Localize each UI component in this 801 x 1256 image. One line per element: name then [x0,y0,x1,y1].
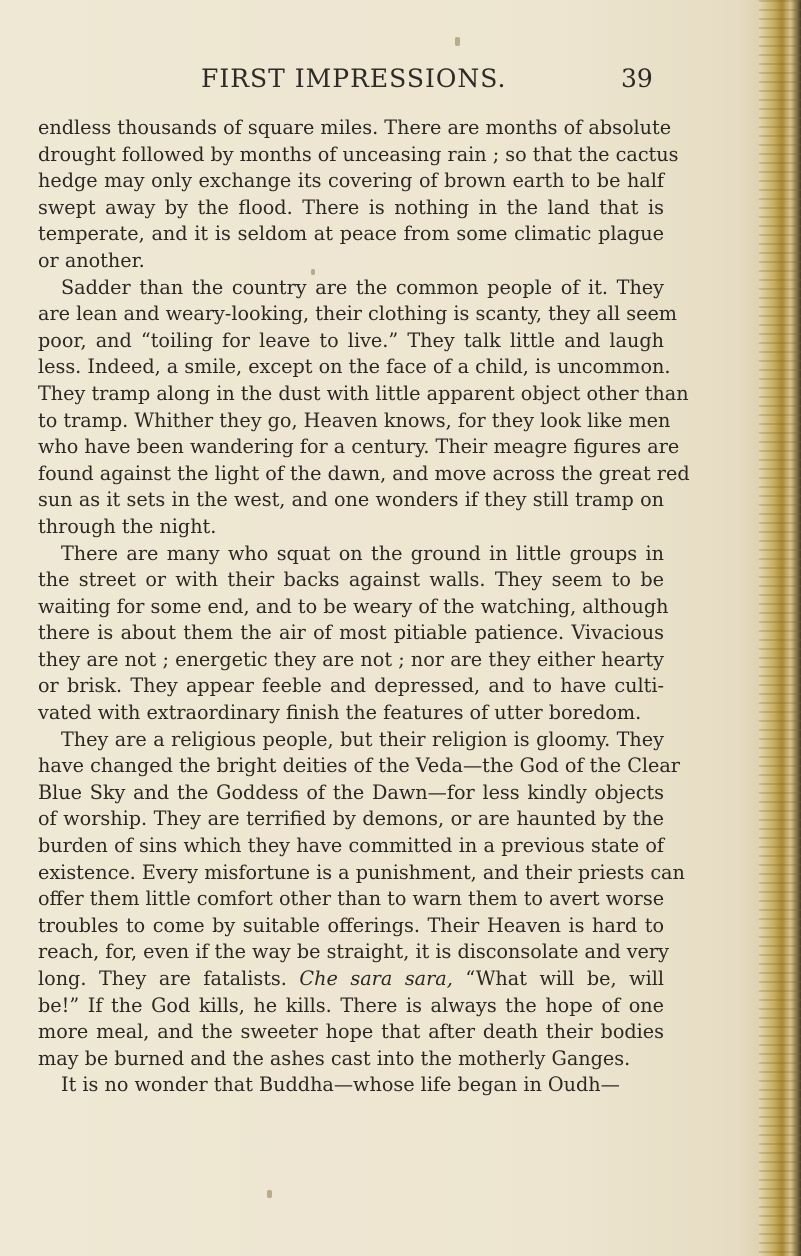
text-line: Blue Sky and the Goddess of the Dawn—for less kindly objects [38,780,664,804]
text-line: through the night. [38,514,217,538]
running-header [0,64,760,98]
text-line: be!” If the God kills, he kills. There is always the hope of one [38,993,664,1017]
text-line: long. They are fatalists. Che sara sara, “What will be, will [38,967,664,990]
text-line: troubles to come by suitable offerings. Their Heaven is hard to [38,913,664,937]
text-line: hedge may only exchange its covering of brown earth to be half [38,169,664,193]
text-line: or another. [38,248,145,272]
text-line: may be burned and the ashes cast into the motherly Ganges. [38,1046,631,1070]
text-line: poor, and “toiling for leave to live.” They talk little and laugh [38,328,664,352]
text-line: or brisk. They appear feeble and depressed, and to have culti- [38,674,664,698]
text-line: found against the light of the dawn, and move across the great red [38,461,690,485]
text-line: the street or with their backs against walls. They seem to be [38,568,664,592]
text-line: temperate, and it is seldom at peace from some climatic plague [38,222,664,246]
italic-phrase: Che sara sara, [299,967,453,990]
text-line: of worship. They are terrified by demons, or are haunted by the [38,807,664,831]
text-line: sun as it sets in the west, and one wonders if they still tramp on [38,488,664,512]
text-line: offer them little comfort other than to warn them to avert worse [38,887,665,911]
text-line: They tramp along in the dust with little apparent object other than [38,381,689,405]
text-line: who have been wandering for a century. Their meagre figures are [38,435,680,459]
running-title: FIRST IMPRESSIONS. [201,64,507,93]
book-spine-edge [759,0,801,1256]
text-line: have changed the bright deities of the Veda—the God of the Clear [38,754,680,778]
text-line: endless thousands of square miles. There are months of absolute [38,116,672,139]
paper-speck [455,37,460,46]
text-line: swept away by the flood. There is nothing in the land that is [38,195,664,219]
text-line: less. Indeed, a smile, except on the face of a child, is uncommon. [38,355,671,379]
text-line: to tramp. Whither they go, Heaven knows, for they look like men [38,408,671,432]
text-line: There are many who squat on the ground in little groups in [61,541,664,565]
text-line: they are not ; energetic they are not ; nor are they either hearty [38,647,664,671]
text-line: reach, for, even if the way be straight, it is disconsolate and very [38,940,669,964]
text-line: They are a religious people, but their religion is gloomy. They [61,727,664,751]
text-line: waiting for some end, and to be weary of the watching, although [38,594,669,618]
text-line: drought followed by months of unceasing rain ; so that the cactus [38,142,679,166]
text-line: vated with extraordinary finish the features of utter boredom. [38,701,642,725]
text-line: existence. Every misfortune is a punishment, and their priests can [38,860,685,884]
text-line: Sadder than the country are the common people of it. They [61,275,664,299]
text-line: burden of sins which they have committed in a previous state of [38,834,664,858]
text-line: there is about them the air of most pitiable patience. Vivacious [38,621,664,645]
body-text [38,115,690,1099]
paper-speck [267,1190,272,1198]
text-line: It is no wonder that Buddha—whose life began in Oudh— [61,1073,620,1097]
text-line: more meal, and the sweeter hope that after death their bodies [38,1020,664,1044]
page-number: 39 [621,64,653,93]
text-line: are lean and weary-looking, their clothing is scanty, they all seem [38,302,677,326]
